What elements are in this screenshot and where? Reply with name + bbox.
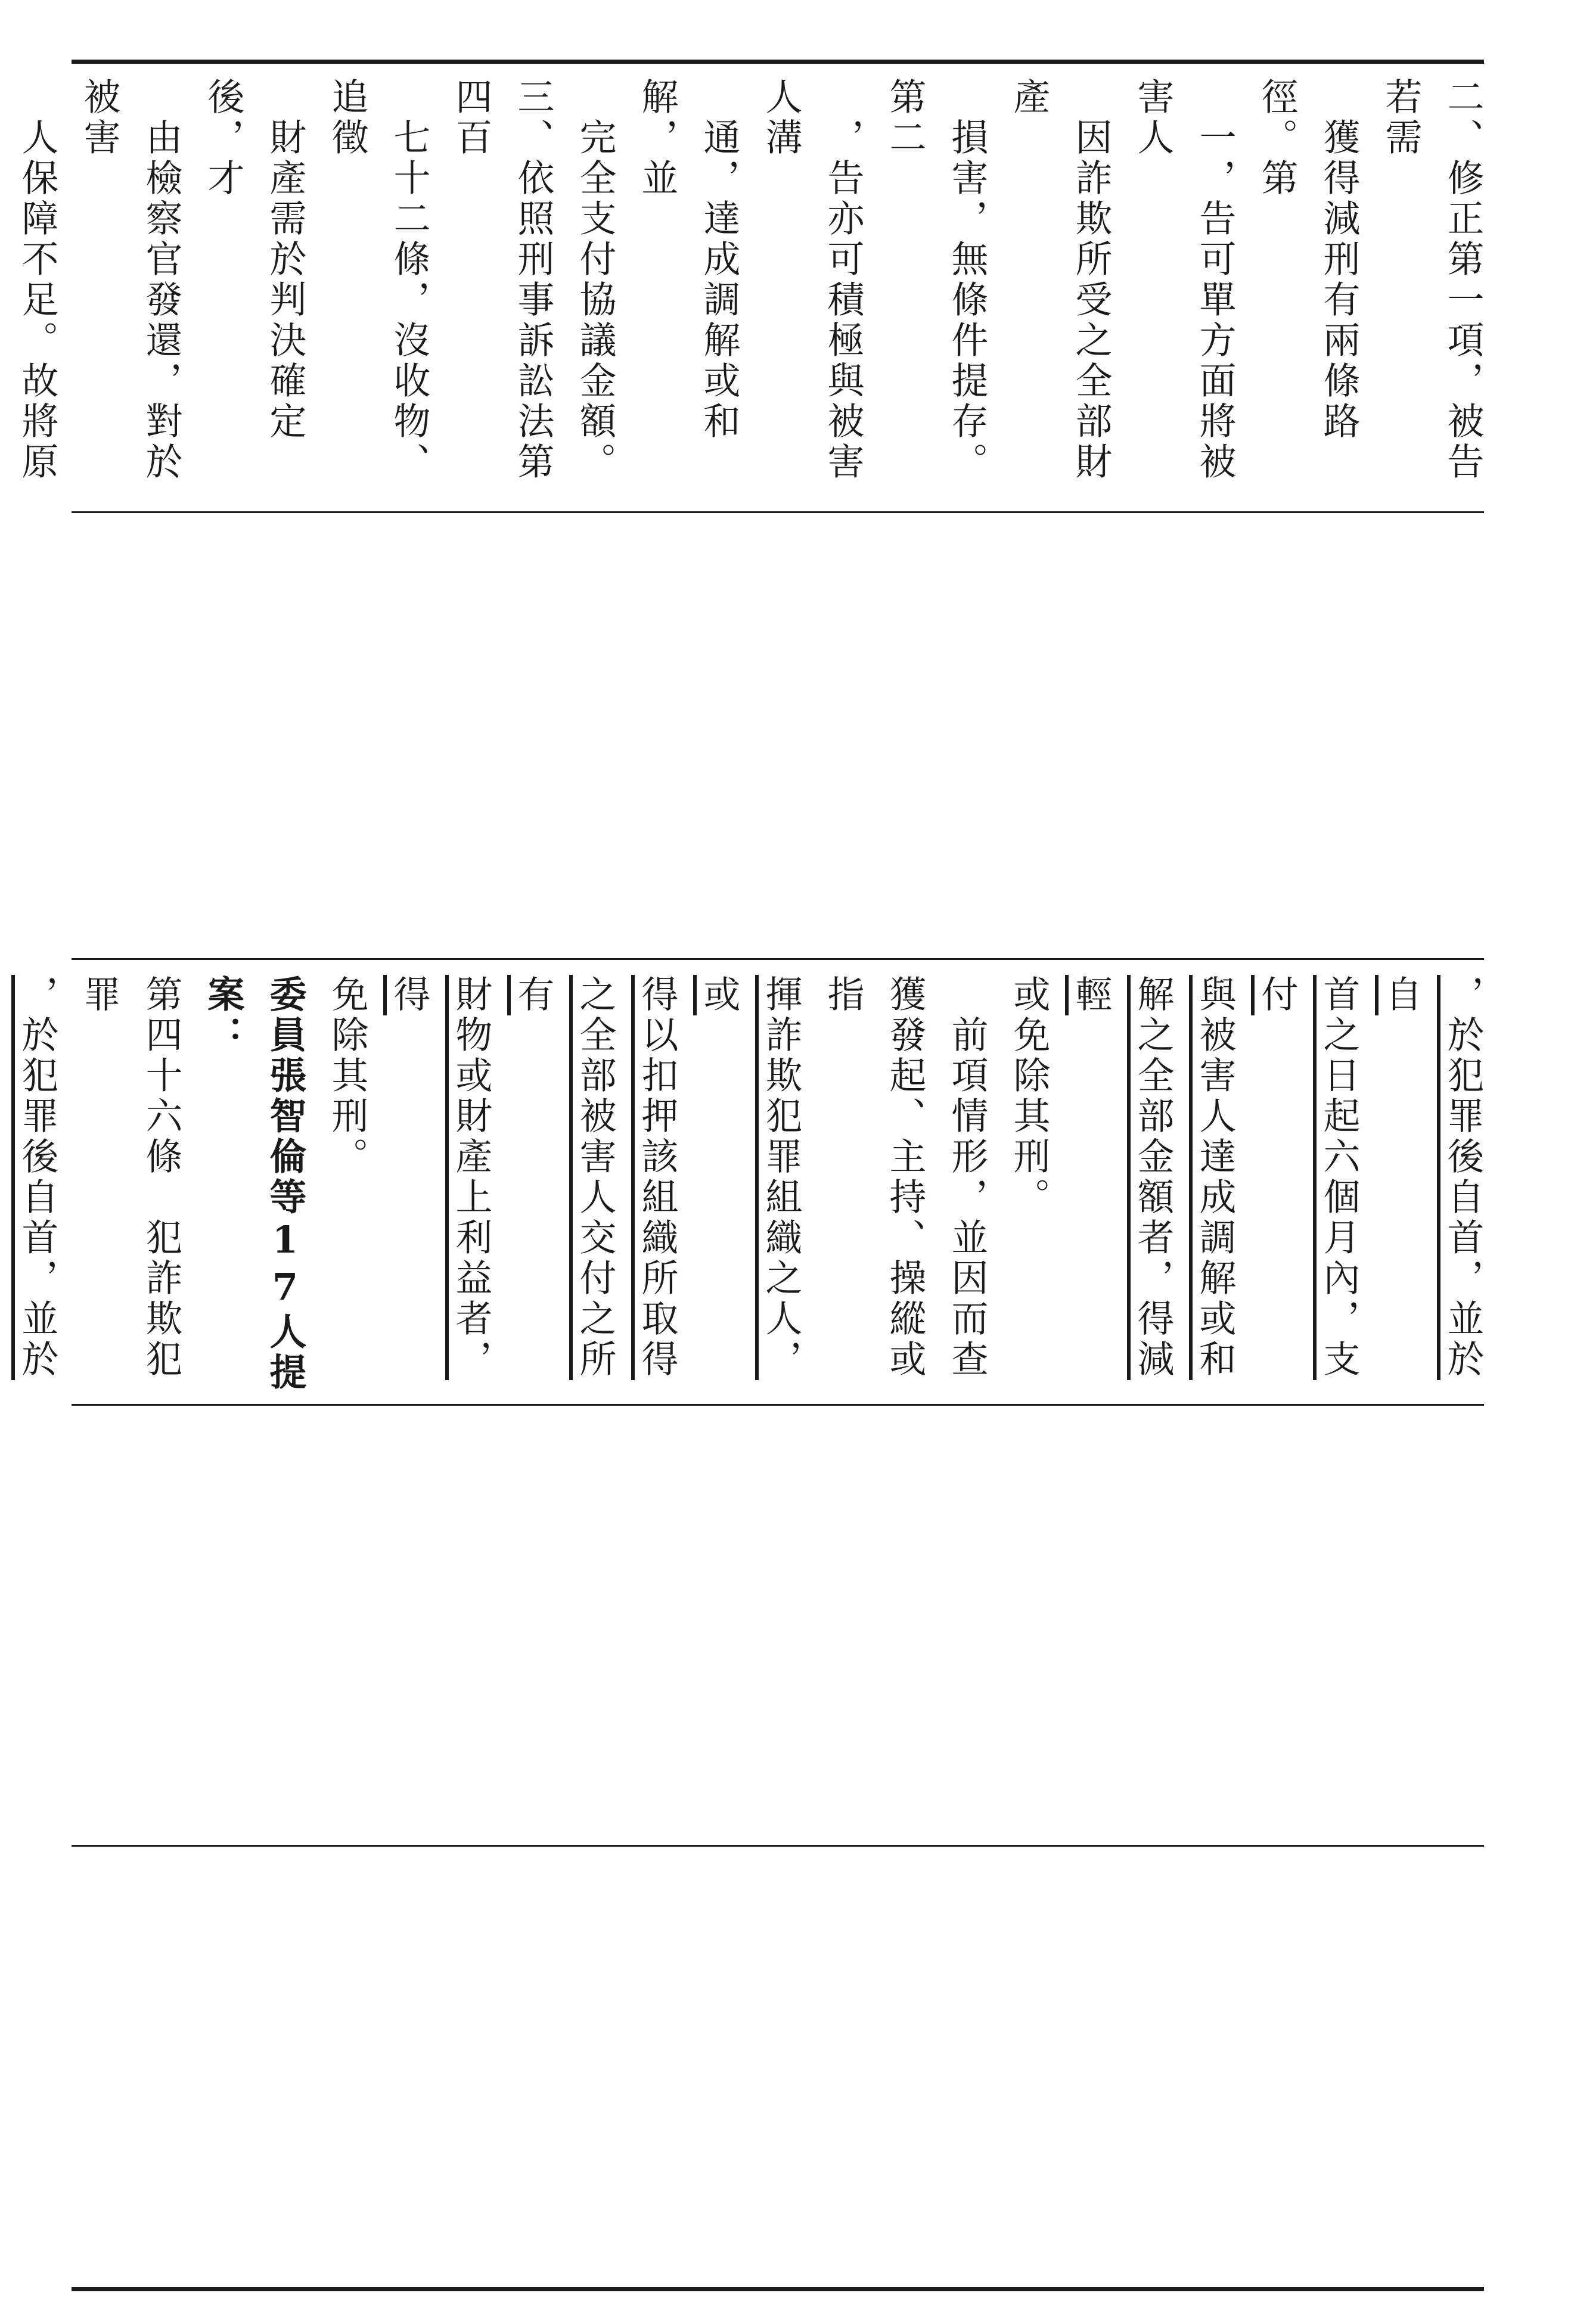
text-line: 三、依照刑事訴訟法第四百 <box>449 77 555 483</box>
text-line: 二、修正第一項，被告若需 <box>1379 77 1485 483</box>
text-line: 之全部被害人交付之所有 <box>511 975 617 1380</box>
top-rule <box>72 60 1484 64</box>
text-line: 通，達成調解或和解，並 <box>635 77 741 442</box>
text-line: 由檢察官發還，對於被害 <box>77 77 183 483</box>
bottom-rule <box>72 2287 1484 2291</box>
text-line: 與被害人達成調解或和 <box>1193 975 1237 1380</box>
text-line: 前項情形，並因而查 <box>945 975 989 1380</box>
provision-block <box>15 975 1494 1404</box>
text-line: 得以扣押該組織所取得 <box>635 975 679 1380</box>
proposal-heading: 委員張智倫等17人提案： <box>201 975 307 1393</box>
text-line: 損害，無條件提存。第二 <box>883 77 989 483</box>
text-line: 獲發起、主持、操縱或指 <box>821 975 927 1380</box>
divider-rule-2 <box>72 958 1484 960</box>
text-line: 完全支付協議金額。 <box>573 77 617 483</box>
text-line: 七十二條，沒收物、追徵 <box>325 77 431 483</box>
text-line: 首之日起六個月內，支付 <box>1255 975 1361 1380</box>
text-line: 免除其刑。 <box>325 975 369 1177</box>
divider-rule-3 <box>72 1404 1484 1406</box>
text-line: 財物或財產上利益者，得 <box>387 975 493 1380</box>
text-line: 或免除其刑。 <box>1007 975 1051 1218</box>
divider-rule-4 <box>72 1845 1484 1847</box>
text-line: 財產需於判決確定後，才 <box>201 77 307 442</box>
text-line: 因詐欺所受之全部財產 <box>1007 77 1113 483</box>
text-line: ，於犯罪後自首，並於 <box>15 975 59 1380</box>
text-line: 第四十六條 犯詐欺犯罪 <box>77 975 183 1380</box>
text-line: 一，告可單方面將被害人 <box>1131 77 1237 483</box>
text-line: ，告亦可積極與被害人溝 <box>759 77 865 483</box>
text-line: 人保障不足。故將原 <box>15 118 59 483</box>
text-line: 獲得減刑有兩條路徑。第 <box>1255 77 1361 442</box>
text-line: ，於犯罪後自首，並於自 <box>1379 975 1485 1380</box>
explanation-block <box>15 77 1494 507</box>
text-line: 解之全部金額者，得減輕 <box>1069 975 1175 1380</box>
text-line: 揮詐欺犯罪組織之人，或 <box>697 975 803 1380</box>
divider-rule-1 <box>72 511 1484 513</box>
